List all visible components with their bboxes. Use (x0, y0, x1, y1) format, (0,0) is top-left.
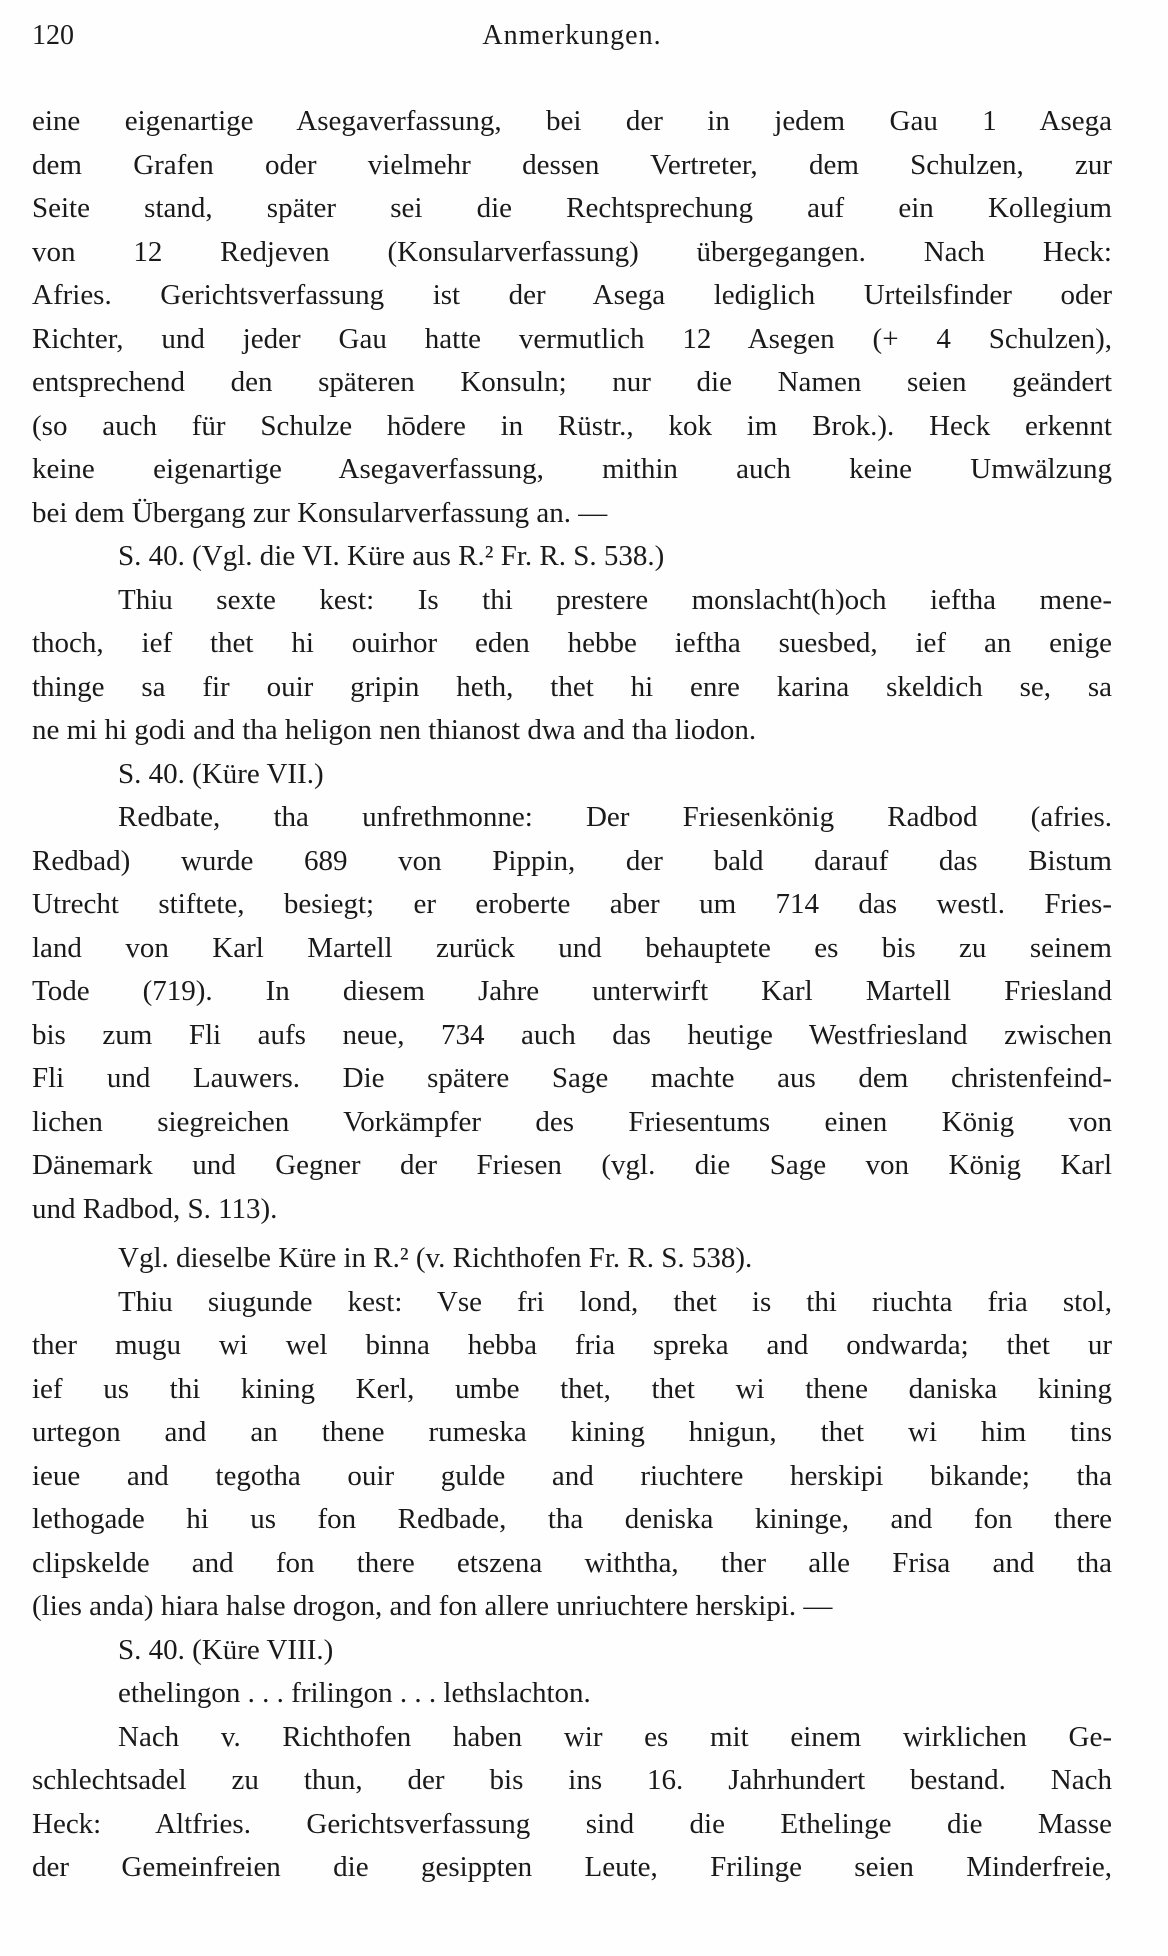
text-line: ief us thi kining Kerl, umbe thet, thet wi thene daniska kining (32, 1372, 1112, 1405)
text-line: Nach v. Richthofen haben wir es mit einem wirklichen Ge- (118, 1720, 1112, 1753)
text-line: ieue and tegotha ouir gulde and riuchtere herskipi bikande; tha (32, 1459, 1112, 1492)
text-line: von 12 Redjeven (Konsularverfassung) übergegangen. Nach Heck: (32, 235, 1112, 268)
text-line: Fli und Lauwers. Die spätere Sage machte aus dem christenfeind- (32, 1062, 1112, 1094)
page-number: 120 (32, 20, 74, 51)
text-line: lichen siegreichen Vorkämpfer des Friesentums einen König von (32, 1105, 1112, 1138)
text-line: Afries. Gerichtsverfassung ist der Asega lediglich Urteilsfinder oder (32, 279, 1112, 311)
text-line: dem Grafen oder vielmehr dessen Vertreter, dem Schulzen, zur (32, 148, 1112, 181)
text-line: eine eigenartige Asegaverfassung, bei der in jedem Gau 1 Asega (32, 105, 1112, 137)
text-line: entsprechend den späteren Konsuln; nur die Namen seien geändert (32, 366, 1112, 398)
text-line: bei dem Übergang zur Konsularverfassung an. — (32, 496, 608, 529)
text-line: urtegon and an thene rumeska kining hnigun, thet wi him tins (32, 1416, 1112, 1448)
text-line: Richter, und jeder Gau hatte vermutlich 12 Asegen (+ 4 Schulzen), (32, 322, 1112, 355)
text-line: (lies anda) hiara halse drogon, and fon allere unriuchtere herskipi. — (32, 1590, 833, 1622)
text-line: ne mi hi godi and tha heligon nen thianost dwa and tha liodon. (32, 714, 757, 746)
text-line: thoch, ief thet hi ouirhor eden hebbe ieftha suesbed, ief an enige (32, 627, 1112, 659)
text-line: keine eigenartige Asegaverfassung, mithin auch keine Umwälzung (32, 453, 1112, 485)
text-line: Dänemark und Gegner der Friesen (vgl. die Sage von König Karl (32, 1149, 1112, 1181)
text-line: ethelingon . . . frilingon . . . lethslachton. (118, 1677, 591, 1709)
text-line: Seite stand, später sei die Rechtsprechung auf ein Kollegium (32, 192, 1112, 224)
text-line: Tode (719). In diesem Jahre unterwirft Karl Martell Friesland (32, 975, 1112, 1007)
section-reference: Vgl. dieselbe Küre in R.² (v. Richthofen Fr. R. S. 538). (118, 1242, 753, 1274)
text-line: Redbate, tha unfrethmonne: Der Friesenkönig Radbod (afries. (118, 801, 1112, 833)
text-line: Thiu siugunde kest: Vse fri lond, thet is thi riuchta fria stol, (118, 1285, 1112, 1318)
text-line: Thiu sexte kest: Is thi prestere monslacht(h)och ieftha mene- (118, 583, 1112, 616)
section-reference: S. 40. (Vgl. die VI. Küre aus R.² Fr. R. S. 538.) (118, 540, 665, 572)
section-reference: S. 40. (Küre VII.) (118, 757, 324, 790)
text-line: Utrecht stiftete, besiegt; er eroberte aber um 714 das westl. Fries- (32, 888, 1112, 920)
text-line: Heck: Altfries. Gerichtsverfassung sind die Ethelinge die Masse (32, 1807, 1112, 1840)
text-line: und Radbod, S. 113). (32, 1192, 278, 1225)
text-line: lethogade hi us fon Redbade, tha deniska kininge, and fon there (32, 1503, 1112, 1535)
text-line: bis zum Fli aufs neue, 734 auch das heutige Westfriesland zwischen (32, 1018, 1112, 1051)
running-title: Anmerkungen. (482, 20, 662, 51)
text-line: Redbad) wurde 689 von Pippin, der bald darauf das Bistum (32, 844, 1112, 877)
body-text (32, 100, 1112, 1890)
text-line: der Gemeinfreien die gesippten Leute, Frilinge seien Minderfreie, (32, 1851, 1112, 1883)
text-line: schlechtsadel zu thun, der bis ins 16. Jahrhundert bestand. Nach (32, 1764, 1112, 1796)
text-line: (so auch für Schulze hōdere in Rüstr., kok im Brok.). Heck erkennt (32, 409, 1112, 442)
text-line: ther mugu wi wel binna hebba fria spreka and ondwarda; thet ur (32, 1329, 1112, 1361)
text-line: clipskelde and fon there etszena withtha, ther alle Frisa and tha (32, 1546, 1112, 1579)
section-reference: S. 40. (Küre VIII.) (118, 1633, 334, 1666)
text-line: land von Karl Martell zurück und behauptete es bis zu seinem (32, 931, 1112, 964)
running-head (32, 16, 1112, 56)
text-line: thinge sa fir ouir gripin heth, thet hi enre karina skeldich se, sa (32, 670, 1112, 703)
